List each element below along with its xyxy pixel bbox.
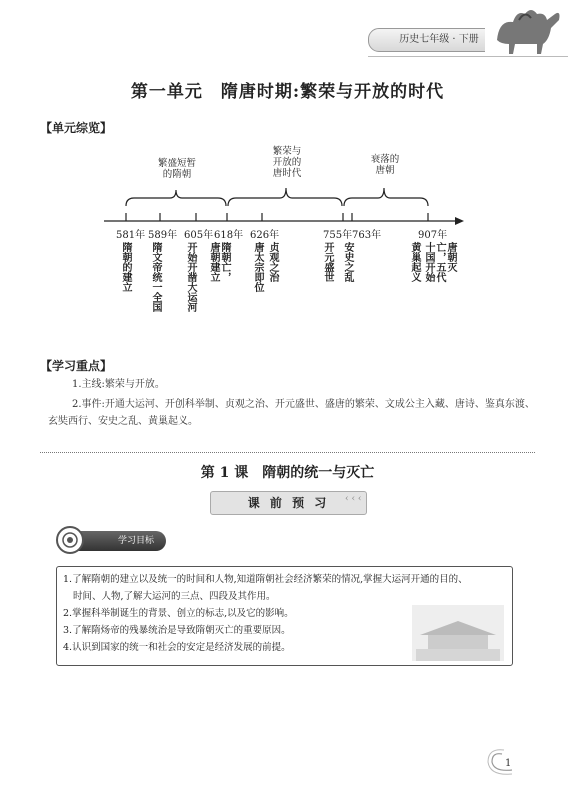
goal-1: 1.了解隋朝的建立以及统一的时间和人物,知道隋朝社会经济繁荣的情况,掌握大运河开通的目的、 <box>63 574 468 585</box>
event-sui-unification: 隋文帝统一全国 <box>150 242 161 312</box>
brace-sui <box>126 190 226 206</box>
preview-label: 课 前 预 习 <box>247 496 330 510</box>
key-points-heading: 【学习重点】 <box>40 359 113 373</box>
target-icon <box>56 526 84 554</box>
palace-image <box>412 605 504 661</box>
right-chevrons-icon: ‹ ‹ ‹ <box>345 494 362 504</box>
event-grand-canal: 开始开凿大运河 <box>185 242 196 312</box>
bracket-label-decline: 衰落的 唐朝 <box>370 154 400 176</box>
year-589: 589年 <box>148 230 178 241</box>
key-point-1: 1.主线:繁荣与开放。 <box>72 379 165 390</box>
section-divider <box>40 452 535 453</box>
key-point-2-cont: 玄奘西行、安史之乱、黄巢起义。 <box>48 416 198 427</box>
year-618: 618年 <box>214 230 244 241</box>
event-kaiyuan: 开元盛世 <box>322 242 333 282</box>
year-626: 626年 <box>250 230 280 241</box>
book-title: 历史七年级 · 下册 <box>399 34 479 45</box>
preview-banner <box>210 491 367 515</box>
goal-3: 3.了解隋炀帝的残暴统治是导致隋朝灭亡的重要原因。 <box>63 625 291 636</box>
event-sui-founded: 隋朝的建立 <box>120 242 131 292</box>
year-907: 907年 <box>418 230 448 241</box>
lesson-title: 第 1 课 隋朝的统一与灭亡 <box>200 465 375 481</box>
event-zhenguan: 贞观之治 <box>267 242 278 282</box>
year-605: 605年 <box>184 230 214 241</box>
event-huangchao: 黄巢起义 <box>409 242 420 282</box>
year-581: 581年 <box>116 230 146 241</box>
event-tang-fall: 唐朝灭亡，五代十国开始 <box>423 242 456 282</box>
goal-4: 4.认识到国家的统一和社会的安定是经济发展的前提。 <box>63 642 291 653</box>
brace-tang-decline <box>344 188 428 206</box>
goal-2: 2.掌握科举制诞生的背景、创立的标志,以及它的影响。 <box>63 608 294 619</box>
year-763: 763年 <box>352 230 382 241</box>
key-point-2: 2.事件:开通大运河、开创科举制、贞观之治、开元盛世、盛唐的繁荣、文成公主入藏、唐诗、鉴真东渡、 <box>72 399 535 410</box>
unit-title: 第一单元 隋唐时期:繁荣与开放的时代 <box>130 82 445 102</box>
page-number: 1 <box>505 758 512 769</box>
goals-box <box>56 566 513 666</box>
bracket-label-tang: 繁荣与 开放的 唐时代 <box>272 146 302 179</box>
goals-badge-label: 学习目标 <box>117 536 154 546</box>
event-sui-fall-tang-rise: 隋朝亡，唐朝建立 <box>208 242 230 282</box>
timeline-arrow <box>455 217 464 225</box>
bracket-label-sui: 繁盛短暂 的隋朝 <box>157 158 196 180</box>
year-755: 755年 <box>323 230 353 241</box>
brace-tang-prosperous <box>228 188 342 206</box>
overview-heading: 【单元综览】 <box>40 121 113 135</box>
goal-1-cont: 时间、人物,了解大运河的三点、四段及其作用。 <box>73 591 276 602</box>
event-anshi: 安史之乱 <box>342 242 353 282</box>
event-taizong: 唐太宗即位 <box>252 242 263 292</box>
